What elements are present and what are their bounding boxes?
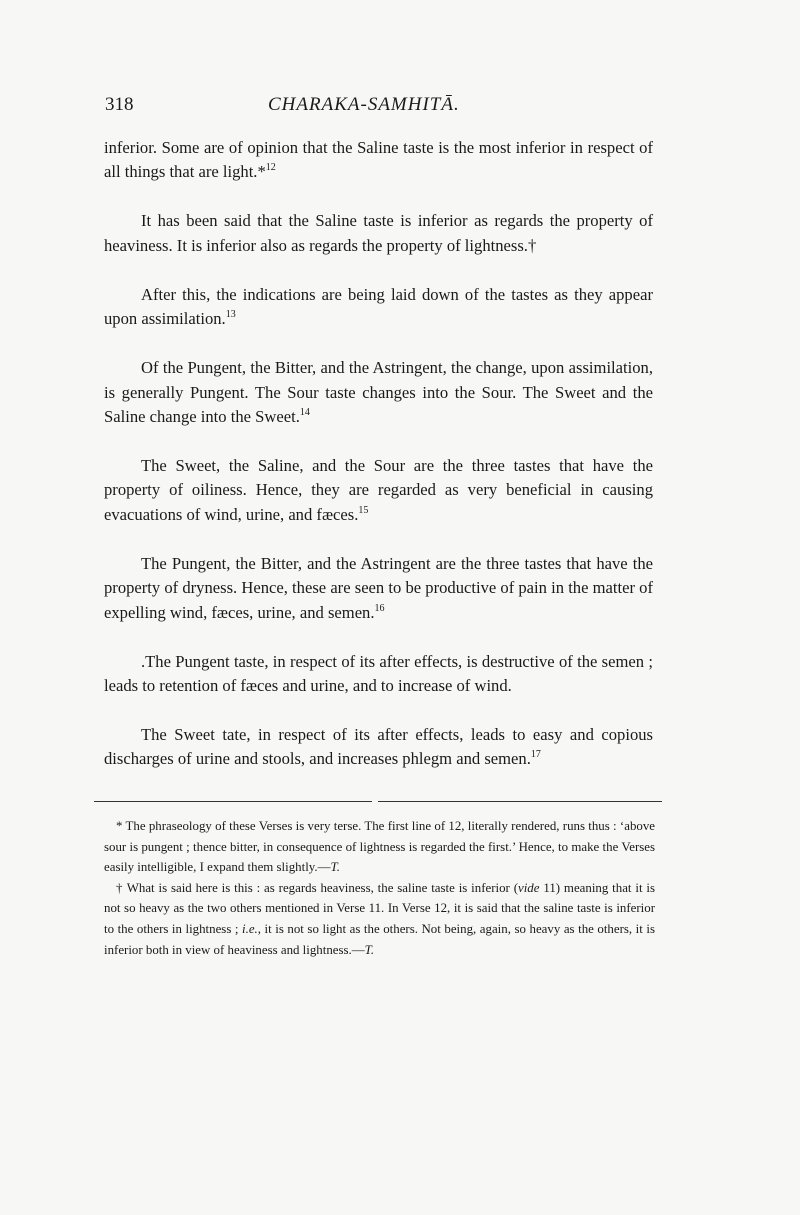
footnote-divider-right	[378, 801, 662, 802]
paragraph-5: The Sweet, the Saline, and the Sour are the three tastes that have the property of oiliness. Hence, they are regarded as very beneficial in causing evacuations of wind, urine, and fæces.$^{15}$	[104, 456, 653, 524]
paragraph-4: Of the Pungent, the Bitter, and the Astringent, the change, upon assimilation, is generally Pungent. The Sour taste changes into the Sour. The Sweet and the Saline change into the Sweet.$^{14}$	[104, 358, 653, 427]
verse-number: 16	[374, 602, 385, 614]
paragraph-7: .The Pungent taste, in respect of its after effects, is destructive of the semen ; leads to retention of fæces and urine, and to increase of wind.	[104, 651, 653, 696]
paragraph-3: After this, the indications are being laid down of the tastes as they appear upon assimilation.$^{13}$	[104, 284, 653, 329]
translator-sign: T.	[364, 942, 375, 957]
paragraph-8: The Sweet tate, in respect of its after effects, leads to easy and copious discharges of urine and stools, and increases phlegm and semen.$^{17}$	[104, 725, 653, 769]
verse-number: 12	[265, 162, 276, 174]
footnote-2: † What is said here is this : as regards heaviness, the saline taste is inferior (vide 11) meaning that it is not so heavy as the two others mentioned in Verse 11. In Verse 12, it is said that the saline taste is inferior to the others in lightness ; i.e., it is not so light as the others. Not being, again, so heavy as the others, it is inferior both in view of heaviness and lightness.—T.	[104, 880, 656, 957]
verse-number: 13	[225, 309, 236, 321]
footnotes	[104, 816, 655, 960]
paragraph-2: It has been said that the Saline taste is inferior as regards the property of heaviness. It is inferior also as regards the property of lightness.†	[104, 211, 653, 255]
translator-sign: T.	[330, 860, 340, 875]
dagger-mark: †	[116, 880, 124, 895]
running-title: CHARAKA-SAMHITĀ.	[268, 94, 460, 115]
asterisk-mark: *	[116, 819, 123, 833]
footnote-1: * The phraseology of these Verses is very terse. The first line of 12, literally rendered, runs thus : ‘above sour is pungent ; thence bitter, in consequence of lightness is regarded the first.’ Hence, to make the Verses easily intelligible, I expand them slightly.—T.	[104, 819, 655, 875]
page-number: 318	[105, 94, 134, 115]
paragraph-1: inferior. Some are of opinion that the Saline taste is the most inferior in respect of all things that are light.*$^{12}$	[104, 138, 653, 182]
body-text	[104, 136, 653, 796]
verse-number: 15	[358, 504, 369, 516]
page-header	[105, 94, 665, 120]
paragraph-6: The Pungent, the Bitter, and the Astringent are the three tastes that have the property of dryness. Hence, these are seen to be productive of pain in the matter of expelling wind, fæces, urine, and semen.$^{16}$	[104, 553, 653, 622]
footnote-divider-left	[94, 801, 372, 802]
verse-number: 14	[299, 407, 310, 419]
verse-number: 17	[530, 749, 541, 761]
